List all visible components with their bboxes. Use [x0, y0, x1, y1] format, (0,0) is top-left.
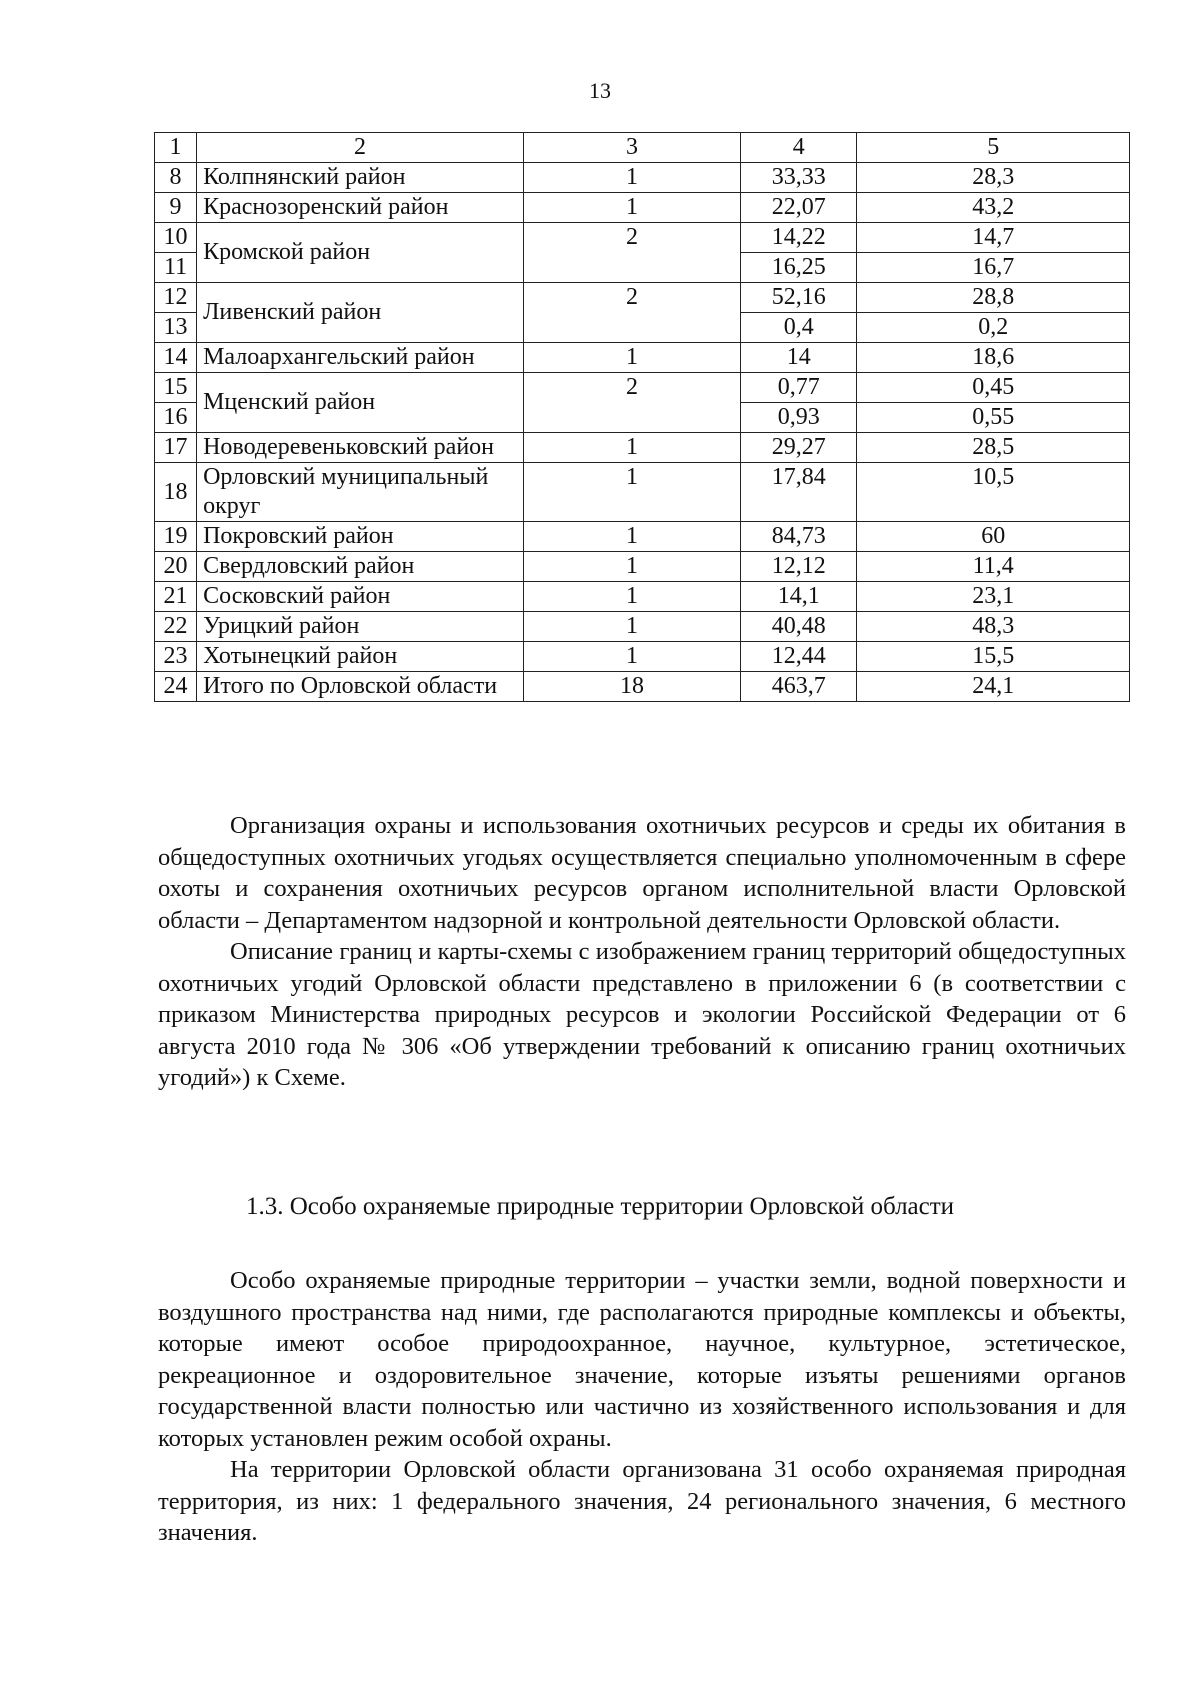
row-number: 12 — [155, 283, 197, 313]
body-text-block-2 — [158, 1265, 1126, 1549]
row-number: 19 — [155, 522, 197, 552]
row-number: 22 — [155, 612, 197, 642]
cell-col4: 463,7 — [741, 672, 857, 702]
cell-col3: 1 — [523, 463, 740, 522]
cell-col5: 14,7 — [857, 223, 1130, 253]
cell-col5: 23,1 — [857, 582, 1130, 612]
district-name: Колпнянский район — [197, 163, 524, 193]
section-heading: 1.3. Особо охраняемые природные территории Орловской области — [245, 1193, 955, 1220]
district-name: Мценский район — [197, 373, 524, 433]
cell-col3: 1 — [523, 522, 740, 552]
cell-col5: 15,5 — [857, 642, 1130, 672]
table-row — [155, 433, 1130, 463]
district-name: Свердловский район — [197, 552, 524, 582]
table-row — [155, 552, 1130, 582]
table-row — [155, 373, 1130, 403]
district-name: Краснозоренский район — [197, 193, 524, 223]
cell-col4: 12,12 — [741, 552, 857, 582]
cell-col4: 12,44 — [741, 642, 857, 672]
cell-col4: 14,22 — [741, 223, 857, 253]
district-name: Хотынецкий район — [197, 642, 524, 672]
cell-col5: 24,1 — [857, 672, 1130, 702]
district-name: Урицкий район — [197, 612, 524, 642]
cell-col3: 1 — [523, 552, 740, 582]
row-number: 16 — [155, 403, 197, 433]
cell-col4: 84,73 — [741, 522, 857, 552]
table-row — [155, 193, 1130, 223]
header-cell: 1 — [155, 133, 197, 163]
row-number: 14 — [155, 343, 197, 373]
cell-col3: 1 — [523, 193, 740, 223]
row-number: 24 — [155, 672, 197, 702]
district-name: Сосковский район — [197, 582, 524, 612]
paragraph: Описание границ и карты-схемы с изображением границ территорий общедоступных охотничьих угодий Орловской области представлено в приложении 6 (в соответствии с приказом Министерства природных ресурсов и экологии Российской Федерации от 6 августа 2010 года № 306 «Об утверждении требований к описанию границ охотничьих угодий») к Схеме. — [158, 938, 1126, 1091]
row-number: 18 — [155, 463, 197, 522]
cell-col3: 1 — [523, 612, 740, 642]
table-row — [155, 163, 1130, 193]
cell-col3: 2 — [523, 223, 740, 283]
table-row — [155, 283, 1130, 313]
row-number: 8 — [155, 163, 197, 193]
paragraph: На территории Орловской области организована 31 особо охраняемая природная территория, из них: 1 федерального значения, 24 регионального значения, 6 местного значения. — [158, 1456, 1126, 1546]
cell-col4: 14,1 — [741, 582, 857, 612]
cell-col3: 1 — [523, 642, 740, 672]
paragraph: Организация охраны и использования охотничьих ресурсов и среды их обитания в общедоступных охотничьих угодьях осуществляется специально уполномоченным в сфере охоты и сохранения охотничьих ресурсов органом исполнительной власти Орловской области – Департаментом надзорной и контрольной деятельности Орловской области. — [158, 812, 1126, 934]
cell-col5: 28,3 — [857, 163, 1130, 193]
row-number: 10 — [155, 223, 197, 253]
district-name: Покровский район — [197, 522, 524, 552]
cell-col3: 1 — [523, 582, 740, 612]
cell-col4: 40,48 — [741, 612, 857, 642]
row-number: 15 — [155, 373, 197, 403]
district-name: Орловский муниципальный округ — [197, 463, 524, 522]
cell-col5: 28,8 — [857, 283, 1130, 313]
cell-col5: 11,4 — [857, 552, 1130, 582]
cell-col4: 0,93 — [741, 403, 857, 433]
cell-col4: 0,77 — [741, 373, 857, 403]
page-number: 13 — [589, 78, 611, 103]
cell-col3: 1 — [523, 163, 740, 193]
cell-col5: 28,5 — [857, 433, 1130, 463]
cell-col4: 16,25 — [741, 253, 857, 283]
table-row — [155, 463, 1130, 522]
cell-col5: 16,7 — [857, 253, 1130, 283]
districts-table — [154, 132, 1130, 702]
header-cell: 3 — [523, 133, 740, 163]
table-row — [155, 582, 1130, 612]
table-row — [155, 642, 1130, 672]
cell-col5: 48,3 — [857, 612, 1130, 642]
header-cell: 2 — [197, 133, 524, 163]
cell-col4: 14 — [741, 343, 857, 373]
table-row-total — [155, 672, 1130, 702]
cell-col4: 0,4 — [741, 313, 857, 343]
cell-col4: 29,27 — [741, 433, 857, 463]
cell-col3: 18 — [523, 672, 740, 702]
cell-col5: 43,2 — [857, 193, 1130, 223]
table-row — [155, 612, 1130, 642]
row-number: 23 — [155, 642, 197, 672]
cell-col4: 17,84 — [741, 463, 857, 522]
row-number: 11 — [155, 253, 197, 283]
district-name: Ливенский район — [197, 283, 524, 343]
cell-col3: 1 — [523, 433, 740, 463]
row-number: 20 — [155, 552, 197, 582]
table-row — [155, 223, 1130, 253]
district-name: Малоархангельский район — [197, 343, 524, 373]
table-row — [155, 522, 1130, 552]
cell-col4: 52,16 — [741, 283, 857, 313]
cell-col4: 33,33 — [741, 163, 857, 193]
row-number: 17 — [155, 433, 197, 463]
paragraph: Особо охраняемые природные территории – участки земли, водной поверхности и воздушного пространства над ними, где располагаются природные комплексы и объекты, которые имеют особое природоохранное, научное, культурное, эстетическое, рекреационное и оздоровительное значение, которые изъяты решениями органов государственной власти полностью или частично из хозяйственного использования и для которых установлен режим особой охраны. — [158, 1267, 1126, 1452]
cell-col5: 0,55 — [857, 403, 1130, 433]
district-name: Кромской район — [197, 223, 524, 283]
district-name: Итого по Орловской области — [197, 672, 524, 702]
row-number: 13 — [155, 313, 197, 343]
cell-col5: 60 — [857, 522, 1130, 552]
cell-col5: 18,6 — [857, 343, 1130, 373]
cell-col4: 22,07 — [741, 193, 857, 223]
cell-col3: 2 — [523, 283, 740, 343]
row-number: 21 — [155, 582, 197, 612]
body-text-block-1 — [158, 810, 1126, 1094]
cell-col5: 0,2 — [857, 313, 1130, 343]
cell-col5: 0,45 — [857, 373, 1130, 403]
district-name: Новодеревеньковский район — [197, 433, 524, 463]
cell-col3: 1 — [523, 343, 740, 373]
header-cell: 4 — [741, 133, 857, 163]
cell-col5: 10,5 — [857, 463, 1130, 522]
table-row — [155, 343, 1130, 373]
row-number: 9 — [155, 193, 197, 223]
header-cell: 5 — [857, 133, 1130, 163]
cell-col3: 2 — [523, 373, 740, 433]
table-header-row — [155, 133, 1130, 163]
